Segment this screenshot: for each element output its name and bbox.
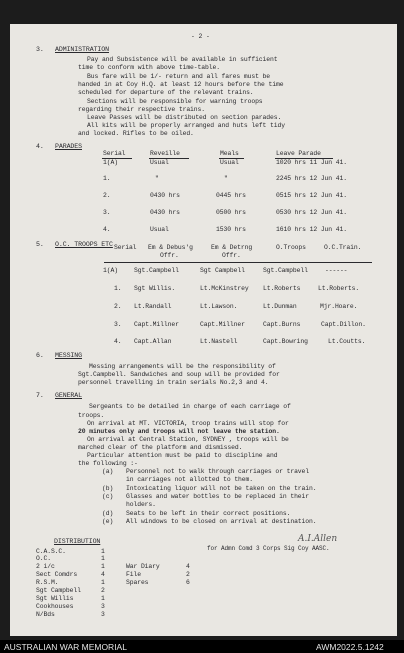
parade-cell: 1(A): [103, 159, 118, 166]
section-heading-messing: MESSING: [55, 352, 82, 359]
oc-cell: 1.: [114, 285, 122, 292]
parade-cell: ": [155, 175, 159, 182]
distribution-count: 1: [101, 579, 105, 586]
admin-line: and locked. Rifles to be oiled.: [78, 130, 194, 137]
parade-cell: 0430 hrs: [150, 192, 180, 199]
parade-cell: 0500 hrs: [216, 209, 246, 216]
distribution-count: 2: [101, 587, 105, 594]
oc-cell: 4.: [114, 338, 122, 345]
oc-cell: 3.: [114, 321, 122, 328]
parade-cell: 1610 hrs 12 Jun 41.: [276, 226, 347, 233]
table-header-rule: [104, 262, 372, 263]
column-header-leave: Leave Parade: [276, 150, 321, 157]
list-item-text: Intoxicating liquor will not be taken on the train.: [126, 485, 317, 492]
parade-cell: 3.: [103, 209, 111, 216]
oc-cell: ------: [325, 267, 348, 274]
oc-cell: Lt.Roberts: [263, 285, 301, 292]
distribution-count: 3: [101, 611, 105, 618]
distribution-name: Sgt Willis: [36, 595, 74, 602]
distribution-count: 3: [101, 603, 105, 610]
signature-caption: for Admn Comd 3 Corps Sig Coy AASC.: [207, 545, 330, 552]
parade-cell: ": [224, 175, 228, 182]
parade-cell: 0530 hrs 12 Jun 41.: [276, 209, 347, 216]
distribution-name: Cookhouses: [36, 603, 74, 610]
oc-cell: Capt.Burns: [263, 321, 301, 328]
distribution-name: C.A.S.C.: [36, 548, 66, 555]
admin-line: Bus fare will be 1/- return and all fares must be: [87, 73, 271, 80]
section-heading-oc-troops: O.C. TROOPS ETC: [55, 241, 113, 248]
admin-line: All kits will be properly arranged and huts left tidy: [87, 122, 285, 129]
distribution-name: File: [126, 571, 141, 578]
list-item-text: Glasses and water bottles to be replaced in their: [126, 493, 310, 500]
section-heading-general: GENERAL: [55, 392, 82, 399]
oc-cell: Lt.Dunman: [263, 303, 297, 310]
column-header-reveille: Reveille: [150, 150, 180, 157]
general-line: On arrival at Central Station, SYDNEY , troops will be: [87, 436, 289, 443]
distribution-name: R.S.M.: [36, 579, 59, 586]
distribution-count: 1: [101, 548, 105, 555]
oc-cell: 2.: [114, 303, 122, 310]
parade-cell: 0430 hrs: [150, 209, 180, 216]
section-number-oc-troops: 5.: [36, 241, 44, 248]
distribution-name: O.C.: [36, 555, 51, 562]
distribution-name: Spares: [126, 579, 149, 586]
column-header-oc-train: O.C.Train.: [324, 244, 362, 251]
parade-cell: Usual: [220, 159, 239, 166]
distribution-count: 1: [101, 563, 105, 570]
oc-cell: Capt.Millner: [200, 321, 245, 328]
document-page: [10, 24, 397, 636]
general-line: marched clear of the platform and dismissed.: [78, 444, 243, 451]
list-item-text: in carriages not allotted to them.: [126, 476, 253, 483]
admin-line: Pay and Subsistence will be available in sufficient: [87, 56, 278, 63]
distribution-name: War Diary: [126, 563, 160, 570]
list-item-label: (d): [102, 510, 114, 517]
messing-line: Messing arrangements will be the responsibility of: [89, 363, 276, 370]
list-item-label: (e): [102, 518, 114, 525]
archive-name: AUSTRALIAN WAR MEMORIAL: [4, 642, 127, 652]
parade-cell: 0515 hrs 12 Jun 41.: [276, 192, 347, 199]
section-heading-admin: ADMINISTRATION: [55, 46, 109, 53]
column-header-serial: Serial: [114, 244, 137, 251]
admin-line: time to conform with above time-table.: [78, 64, 220, 71]
column-subheader-debus: Offr.: [160, 252, 179, 259]
oc-cell: Capt.Allan: [134, 338, 172, 345]
distribution-count: 4: [186, 563, 190, 570]
general-line: troops.: [78, 412, 105, 419]
section-number-admin: 3.: [36, 46, 44, 53]
parade-cell: Usual: [150, 159, 169, 166]
oc-cell: Sgt Willis.: [134, 285, 176, 292]
list-item-label: (b): [102, 485, 114, 492]
list-item-label: (a): [102, 468, 114, 475]
admin-line: Leave Passes will be distributed on section parades.: [87, 114, 282, 121]
signature-scrawl: A.I.Allen: [298, 534, 338, 544]
general-line: Particular attention must be paid to discipline and: [87, 452, 278, 459]
distribution-count: 4: [101, 571, 105, 578]
parade-cell: 1.: [103, 175, 111, 182]
oc-cell: Sgt.Campbell: [263, 267, 308, 274]
parade-cell: 2.: [103, 192, 111, 199]
list-item-text: Seats to be left in their correct positions.: [126, 510, 291, 517]
column-header-detrng: Em & Detrng: [211, 244, 253, 251]
oc-cell: Sgt.Campbell: [134, 267, 179, 274]
parade-cell: Usual: [150, 226, 169, 233]
admin-line: regarding their respective trains.: [78, 106, 205, 113]
oc-cell: Mjr.Hoare.: [320, 303, 358, 310]
distribution-name: Sgt Campbell: [36, 587, 81, 594]
parade-cell: 0445 hrs: [216, 192, 246, 199]
messing-line: Sgt.Campbell. Sandwiches and soup will be provided for: [78, 371, 280, 378]
section-heading-parades: PARADES: [55, 143, 82, 150]
column-header-debus: Em & Debus'g: [148, 244, 193, 251]
distribution-name: 2 i/c: [36, 563, 55, 570]
archive-reference: AWM2022.5.1242: [316, 642, 384, 652]
page-number: - 2 -: [191, 33, 210, 40]
list-item-label: (c): [102, 493, 114, 500]
general-line: Sergeants to be detailed in charge of each carriage of: [89, 403, 291, 410]
general-line: On arrival at MT. VICTORIA, troop trains will stop for: [87, 420, 289, 427]
oc-cell: Capt.Dillon.: [321, 321, 366, 328]
column-header-serial: Serial: [103, 150, 126, 157]
parade-cell: 1530 hrs: [216, 226, 246, 233]
distribution-heading: DISTRIBUTION: [54, 538, 101, 545]
column-subheader-detrng: Offr.: [222, 252, 241, 259]
admin-line: handed in at Coy H.Q. at least 12 hours before the time: [78, 81, 284, 88]
distribution-count: 6: [186, 579, 190, 586]
distribution-name: N/Bds: [36, 611, 55, 618]
distribution-count: 1: [101, 595, 105, 602]
oc-cell: Lt.Lawson.: [200, 303, 238, 310]
list-item-text: Personnel not to walk through carriages or travel: [126, 468, 310, 475]
distribution-count: 2: [186, 571, 190, 578]
oc-cell: Capt.Millner: [134, 321, 179, 328]
archive-footer: [0, 640, 404, 653]
oc-cell: Capt.Bowring: [263, 338, 308, 345]
admin-line: scheduled for departure of the relevant trains.: [78, 89, 254, 96]
section-number-messing: 6.: [36, 352, 44, 359]
oc-cell: 1(A): [103, 267, 118, 274]
oc-cell: Lt.Coutts.: [328, 338, 366, 345]
column-header-o-troops: O.Troops: [276, 244, 306, 251]
oc-cell: Lt.Randall: [134, 303, 172, 310]
messing-line: personnel travelling in train serials No.2,3 and 4.: [78, 379, 269, 386]
oc-cell: Lt.McKinstrey: [200, 285, 249, 292]
admin-line: Sections will be responsible for warning troops: [87, 98, 263, 105]
general-line: 20 minutes only and troops will not leave the station.: [78, 428, 280, 435]
distribution-count: 1: [101, 555, 105, 562]
section-number-parades: 4.: [36, 143, 44, 150]
section-number-general: 7.: [36, 392, 44, 399]
oc-cell: Lt.Nastell: [200, 338, 238, 345]
column-header-meals: Meals: [220, 150, 239, 157]
oc-cell: Sgt Campbell: [200, 267, 245, 274]
general-line: the following :-: [78, 460, 138, 467]
oc-cell: Lt.Roberts.: [318, 285, 360, 292]
list-item-text: All windows to be closed on arrival at destination.: [126, 518, 317, 525]
parade-cell: 1020 hrs 11 Jun 41.: [276, 159, 347, 166]
parade-cell: 4.: [103, 226, 111, 233]
distribution-name: Sect Comdrs: [36, 571, 78, 578]
list-item-text: holders.: [126, 501, 156, 508]
parade-cell: 2245 hrs 12 Jun 41.: [276, 175, 347, 182]
